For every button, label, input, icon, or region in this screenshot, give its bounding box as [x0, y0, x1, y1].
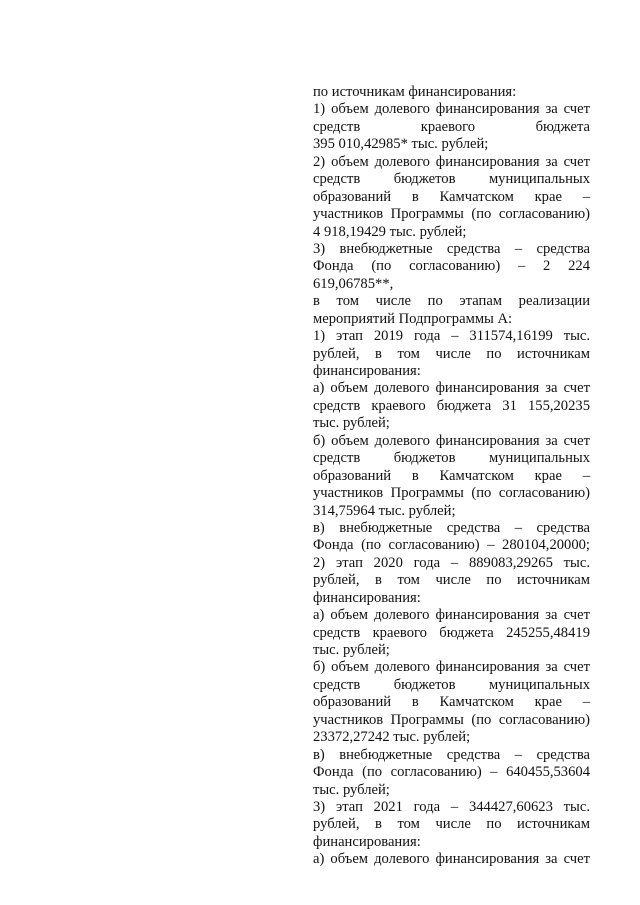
- text-line: средств бюджетов муниципальных: [313, 450, 590, 467]
- text-line: б) объем долевого финансирования за счет: [313, 432, 590, 449]
- text-line: рублей, в том числе по источникам: [313, 572, 590, 589]
- text-line: в) внебюджетные средства – средства: [313, 519, 590, 536]
- text-line: 3) внебюджетные средства – средства: [313, 240, 590, 257]
- text-line: рублей, в том числе по источникам: [313, 816, 590, 833]
- text-line: в том числе по этапам реализации: [313, 293, 590, 310]
- text-line: финансирования:: [313, 363, 421, 379]
- text-line: средств краевого бюджета: [313, 118, 590, 135]
- text-line: а) объем долевого финансирования за счет: [313, 851, 590, 868]
- text-line: 395 010,42985* тыс. рублей;: [313, 136, 489, 153]
- text-line: а) объем долевого финансирования за счет: [313, 607, 590, 624]
- text-line: 23372,27242 тыс. рублей;: [313, 729, 471, 746]
- text-line: по источникам финансирования:: [313, 84, 517, 100]
- text-line: а) объем долевого финансирования за счет: [313, 380, 590, 397]
- text-line: 314,75964 тыс. рублей;: [313, 502, 456, 519]
- text-line: 2) объем долевого финансирования за счет: [313, 153, 590, 170]
- text-line: тыс. рублей;: [313, 642, 390, 658]
- text-line: образований в Камчатском крае –: [313, 467, 590, 484]
- text-line: мероприятий Подпрограммы А:: [313, 310, 513, 327]
- text-line: тыс. рублей;: [313, 415, 390, 432]
- text-line: 3) этап 2021 года – 344427,60623 тыс.: [313, 798, 590, 815]
- text-line: финансирования:: [313, 833, 421, 850]
- text-line: Фонда (по согласованию) – 640455,53604: [313, 764, 590, 781]
- text-line: финансирования:: [313, 589, 421, 606]
- text-line: тыс. рублей;: [313, 781, 390, 798]
- text-line: участников Программы (по согласованию): [313, 711, 590, 728]
- text-line: средств бюджетов муниципальных: [313, 676, 590, 693]
- text-line: 619,06785**,: [313, 275, 394, 292]
- text-line: Фонда (по согласованию) – 2 224: [313, 258, 590, 275]
- text-line: средств краевого бюджета 245255,48419: [313, 624, 590, 641]
- text-line: средств краевого бюджета 31 155,20235: [313, 397, 590, 414]
- text-line: средств бюджетов муниципальных: [313, 171, 590, 188]
- text-column: [313, 84, 590, 869]
- text-line: б) объем долевого финансирования за счет: [313, 659, 590, 676]
- text-line: 1) этап 2019 года – 311574,16199 тыс.: [313, 328, 590, 345]
- text-line: участников Программы (по согласованию): [313, 485, 590, 502]
- text-line: образований в Камчатском крае –: [313, 694, 590, 711]
- text-line: 4 918,19429 тыс. рублей;: [313, 223, 467, 240]
- text-line: участников Программы (по согласованию): [313, 206, 590, 223]
- text-line: Фонда (по согласованию) – 280104,20000;: [313, 537, 590, 554]
- text-line: в) внебюджетные средства – средства: [313, 746, 590, 763]
- text-line: 1) объем долевого финансирования за счет: [313, 101, 590, 118]
- text-line: рублей, в том числе по источникам: [313, 345, 590, 362]
- text-line: 2) этап 2020 года – 889083,29265 тыс.: [313, 554, 590, 571]
- text-line: образований в Камчатском крае –: [313, 188, 590, 205]
